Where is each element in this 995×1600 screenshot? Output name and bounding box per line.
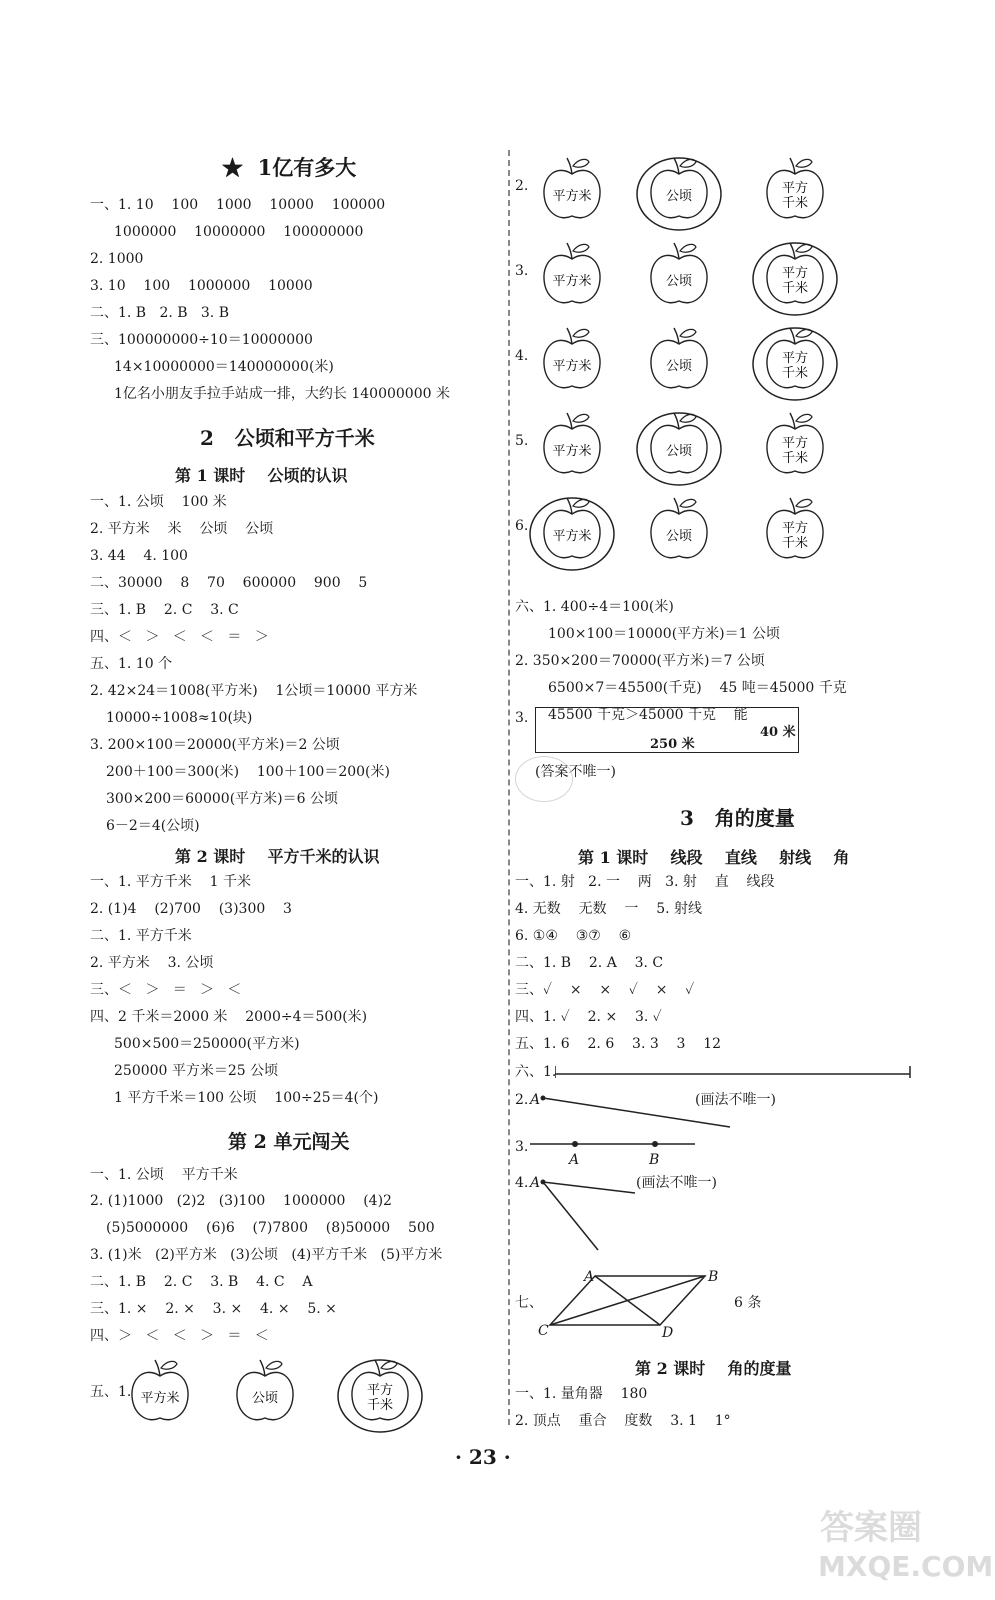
- answer-line: 四、＜ ＞ ＜ ＜ ＝ ＞: [90, 629, 269, 645]
- answer-line: 六、1. 400÷4＝100(米): [515, 599, 674, 615]
- answer-line: 四、2 千米＝2000 米 2000÷4＝500(米): [90, 1009, 368, 1025]
- apple-icon: [335, 1352, 425, 1436]
- question-number: 2.: [515, 178, 529, 194]
- apple-label: 千米: [781, 536, 809, 551]
- answer-line: 四、1. ✓ 2. × 3. ✓: [515, 1009, 662, 1025]
- answer-line: 二、1. B 2. A 3. C: [515, 955, 664, 971]
- answer-line: 2. 平方米 米 公顷 公顷: [90, 521, 274, 537]
- question-number: 3.: [515, 710, 529, 726]
- question-number: 6.: [515, 518, 529, 534]
- answer-line: 6 条: [734, 1295, 762, 1311]
- answer-line: 2. 顶点 重合 度数 3. 1 1°: [515, 1413, 731, 1429]
- apple-icon: [634, 235, 724, 319]
- answer-line: 一、1. 公顷 平方千米: [90, 1167, 238, 1183]
- answer-line: 二、1. 平方千米: [90, 928, 192, 944]
- point-label: A: [569, 1152, 580, 1168]
- apple-label: 千米: [781, 366, 809, 381]
- answer-line: 6. ①④ ③⑦ ⑥: [515, 928, 632, 944]
- answer-line: 三、✓ × × ✓ × ✓: [515, 982, 695, 998]
- answer-line: 五、1. 10 个: [90, 656, 173, 672]
- section-title-angle: 3 角的度量: [680, 806, 795, 830]
- apple-label: 公顷: [665, 274, 693, 289]
- answer-line: (5)5000000 (6)6 (7)7800 (8)50000 500: [106, 1220, 435, 1236]
- point-label: D: [662, 1325, 674, 1341]
- apple-icon: [527, 405, 617, 489]
- question-number: 3.: [515, 263, 529, 279]
- answer-line: 14×10000000＝140000000(米): [114, 359, 334, 375]
- angle-drawing: [540, 1178, 640, 1258]
- apple-label: 平方: [781, 521, 809, 536]
- answer-line: 一、1. 平方千米 1 千米: [90, 874, 251, 890]
- answer-line: 3. (1)米 (2)平方米 (3)公顷 (4)平方千米 (5)平方米: [90, 1247, 443, 1263]
- answer-line: 三、＜ ＞ ＝ ＞ ＜: [90, 982, 242, 998]
- answer-line: 45500 千克＞45000 千克 能: [548, 707, 748, 723]
- rect-height-label: 40 米: [760, 725, 796, 740]
- apple-label: 千米: [781, 451, 809, 466]
- answer-line: 2. 350×200＝70000(平方米)＝7 公顷: [515, 653, 765, 669]
- question-number: 4.: [515, 348, 529, 364]
- answer-line: 2. 1000: [90, 251, 144, 267]
- apple-icon: [750, 490, 840, 574]
- answer-note: (答案不唯一): [535, 764, 616, 780]
- answer-line: 五、1. 6 2. 6 3. 3 3 12: [515, 1036, 722, 1052]
- apple-icon: [634, 320, 724, 404]
- lesson-title-3: 第 1 课时 线段 直线 射线 角: [578, 848, 850, 867]
- answer-line: 一、1. 射 2. 一 两 3. 射 直 线段: [515, 874, 775, 890]
- answer-line: 2. 42×24＝1008(平方米) 1公顷＝10000 平方米: [90, 683, 418, 699]
- answer-line: 1亿名小朋友手拉手站成一排，大约长 140000000 米: [114, 386, 450, 402]
- stamp-mark: [515, 756, 573, 802]
- apple-icon: [634, 405, 724, 489]
- answer-line: 一、1. 公顷 100 米: [90, 494, 227, 510]
- apple-label: 千米: [781, 196, 809, 211]
- rect-width-label: 250 米: [650, 737, 695, 752]
- question-number: 七、: [515, 1295, 543, 1311]
- answer-line: 2. (1)1000 (2)2 (3)100 1000000 (4)2: [90, 1193, 392, 1209]
- parallelogram-drawing: [545, 1270, 715, 1335]
- answer-line: 三、1. × 2. × 3. × 4. × 5. ×: [90, 1301, 337, 1317]
- apple-label: 平方: [781, 436, 809, 451]
- answer-line: 一、1. 量角器 180: [515, 1386, 648, 1402]
- apple-icon: [750, 405, 840, 489]
- drawing-note: (画法不唯一): [695, 1092, 776, 1108]
- point-label: B: [708, 1269, 719, 1285]
- apple-icon: [634, 490, 724, 574]
- answer-line: 3. 10 100 1000000 10000: [90, 278, 313, 294]
- answer-line: 1000000 10000000 100000000: [114, 224, 364, 240]
- apple-icon: [750, 235, 840, 319]
- lesson-title-1: 第 1 课时 公顷的认识: [175, 466, 348, 485]
- answer-line: 6500×7＝45500(千克) 45 吨＝45000 千克: [548, 680, 847, 696]
- apple-label: 平方: [781, 181, 809, 196]
- question-number: 六、1.: [515, 1064, 557, 1080]
- section-title-3: 第 2 单元闯关: [228, 1131, 350, 1153]
- watermark-logo: 答案圈 MXQE.COM: [818, 1508, 994, 1583]
- point-label: B: [649, 1152, 660, 1168]
- answer-line: 500×500＝250000(平方米): [114, 1036, 300, 1052]
- answer-line: 1 平方千米＝100 公顷 100÷25＝4(个): [114, 1090, 379, 1106]
- line-drawing: [530, 1134, 700, 1154]
- answer-line: 一、1. 10 100 1000 10000 100000: [90, 197, 386, 213]
- question-number: 4.: [515, 1175, 529, 1191]
- point-label: C: [538, 1323, 549, 1339]
- question-number: 2.: [515, 1092, 529, 1108]
- apple-label: 平方米: [140, 1391, 180, 1406]
- answer-line: 6－2＝4(公顷): [106, 818, 200, 834]
- point-label: A: [584, 1269, 595, 1285]
- apple-label: 平方米: [552, 189, 592, 204]
- apple-label: 平方米: [552, 529, 592, 544]
- answer-line: 3. 44 4. 100: [90, 548, 188, 564]
- apple-label: 公顷: [665, 359, 693, 374]
- answer-line: 三、1. B 2. C 3. C: [90, 602, 239, 618]
- section-title-1: ★ 1亿有多大: [222, 155, 357, 180]
- apple-icon: [115, 1352, 205, 1436]
- apple-label: 千米: [366, 1398, 394, 1413]
- answer-line: 250000 平方米＝25 公顷: [114, 1063, 279, 1079]
- drawing-note: (画法不唯一): [636, 1175, 717, 1191]
- segment-drawing: [555, 1062, 915, 1082]
- column-divider: [508, 150, 510, 1425]
- question-number: 五、1.: [90, 1384, 132, 1400]
- apple-label: 公顷: [665, 189, 693, 204]
- answer-line: 二、1. B 2. C 3. B 4. C A: [90, 1274, 313, 1290]
- apple-icon: [527, 320, 617, 404]
- answer-line: 二、30000 8 70 600000 900 5: [90, 575, 368, 591]
- apple-icon: [220, 1352, 310, 1436]
- apple-label: 平方: [781, 266, 809, 281]
- answer-line: 4. 无数 无数 一 5. 射线: [515, 901, 703, 917]
- answer-line: 2. (1)4 (2)700 (3)300 3: [90, 901, 292, 917]
- question-number: 3.: [515, 1139, 529, 1155]
- apple-icon: [527, 490, 617, 574]
- apple-icon: [750, 150, 840, 234]
- apple-label: 公顷: [665, 529, 693, 544]
- apple-icon: [634, 150, 724, 234]
- apple-label: 公顷: [251, 1391, 279, 1406]
- answer-line: 200＋100＝300(米) 100＋100＝200(米): [106, 764, 390, 780]
- answer-line: 3. 200×100＝20000(平方米)＝2 公顷: [90, 737, 340, 753]
- answer-line: 四、＞ ＜ ＜ ＞ ＝ ＜: [90, 1328, 269, 1344]
- answer-line: 二、1. B 2. B 3. B: [90, 305, 229, 321]
- apple-label: 平方米: [552, 274, 592, 289]
- point-label: A: [530, 1175, 541, 1191]
- answer-line: 三、100000000÷10＝10000000: [90, 332, 313, 348]
- apple-icon: [527, 150, 617, 234]
- apple-label: 平方米: [552, 359, 592, 374]
- answer-line: 300×200＝60000(平方米)＝6 公顷: [106, 791, 338, 807]
- apple-icon: [750, 320, 840, 404]
- section-title-2: 2 公顷和平方千米: [200, 426, 375, 450]
- apple-label: 平方: [781, 351, 809, 366]
- apple-label: 公顷: [665, 444, 693, 459]
- apple-label: 平方米: [552, 444, 592, 459]
- answer-line: 100×100＝10000(平方米)＝1 公顷: [548, 626, 780, 642]
- answer-line: 10000÷1008≈10(块): [106, 710, 253, 726]
- page-number: · 23 ·: [455, 1445, 511, 1469]
- point-label: A: [530, 1092, 541, 1108]
- answer-line: 2. 平方米 3. 公顷: [90, 955, 214, 971]
- apple-icon: [527, 235, 617, 319]
- question-number: 5.: [515, 433, 529, 449]
- apple-label: 平方: [366, 1383, 394, 1398]
- lesson-title-2: 第 2 课时 平方千米的认识: [175, 847, 380, 866]
- lesson-title-4: 第 2 课时 角的度量: [635, 1359, 792, 1378]
- apple-label: 千米: [781, 281, 809, 296]
